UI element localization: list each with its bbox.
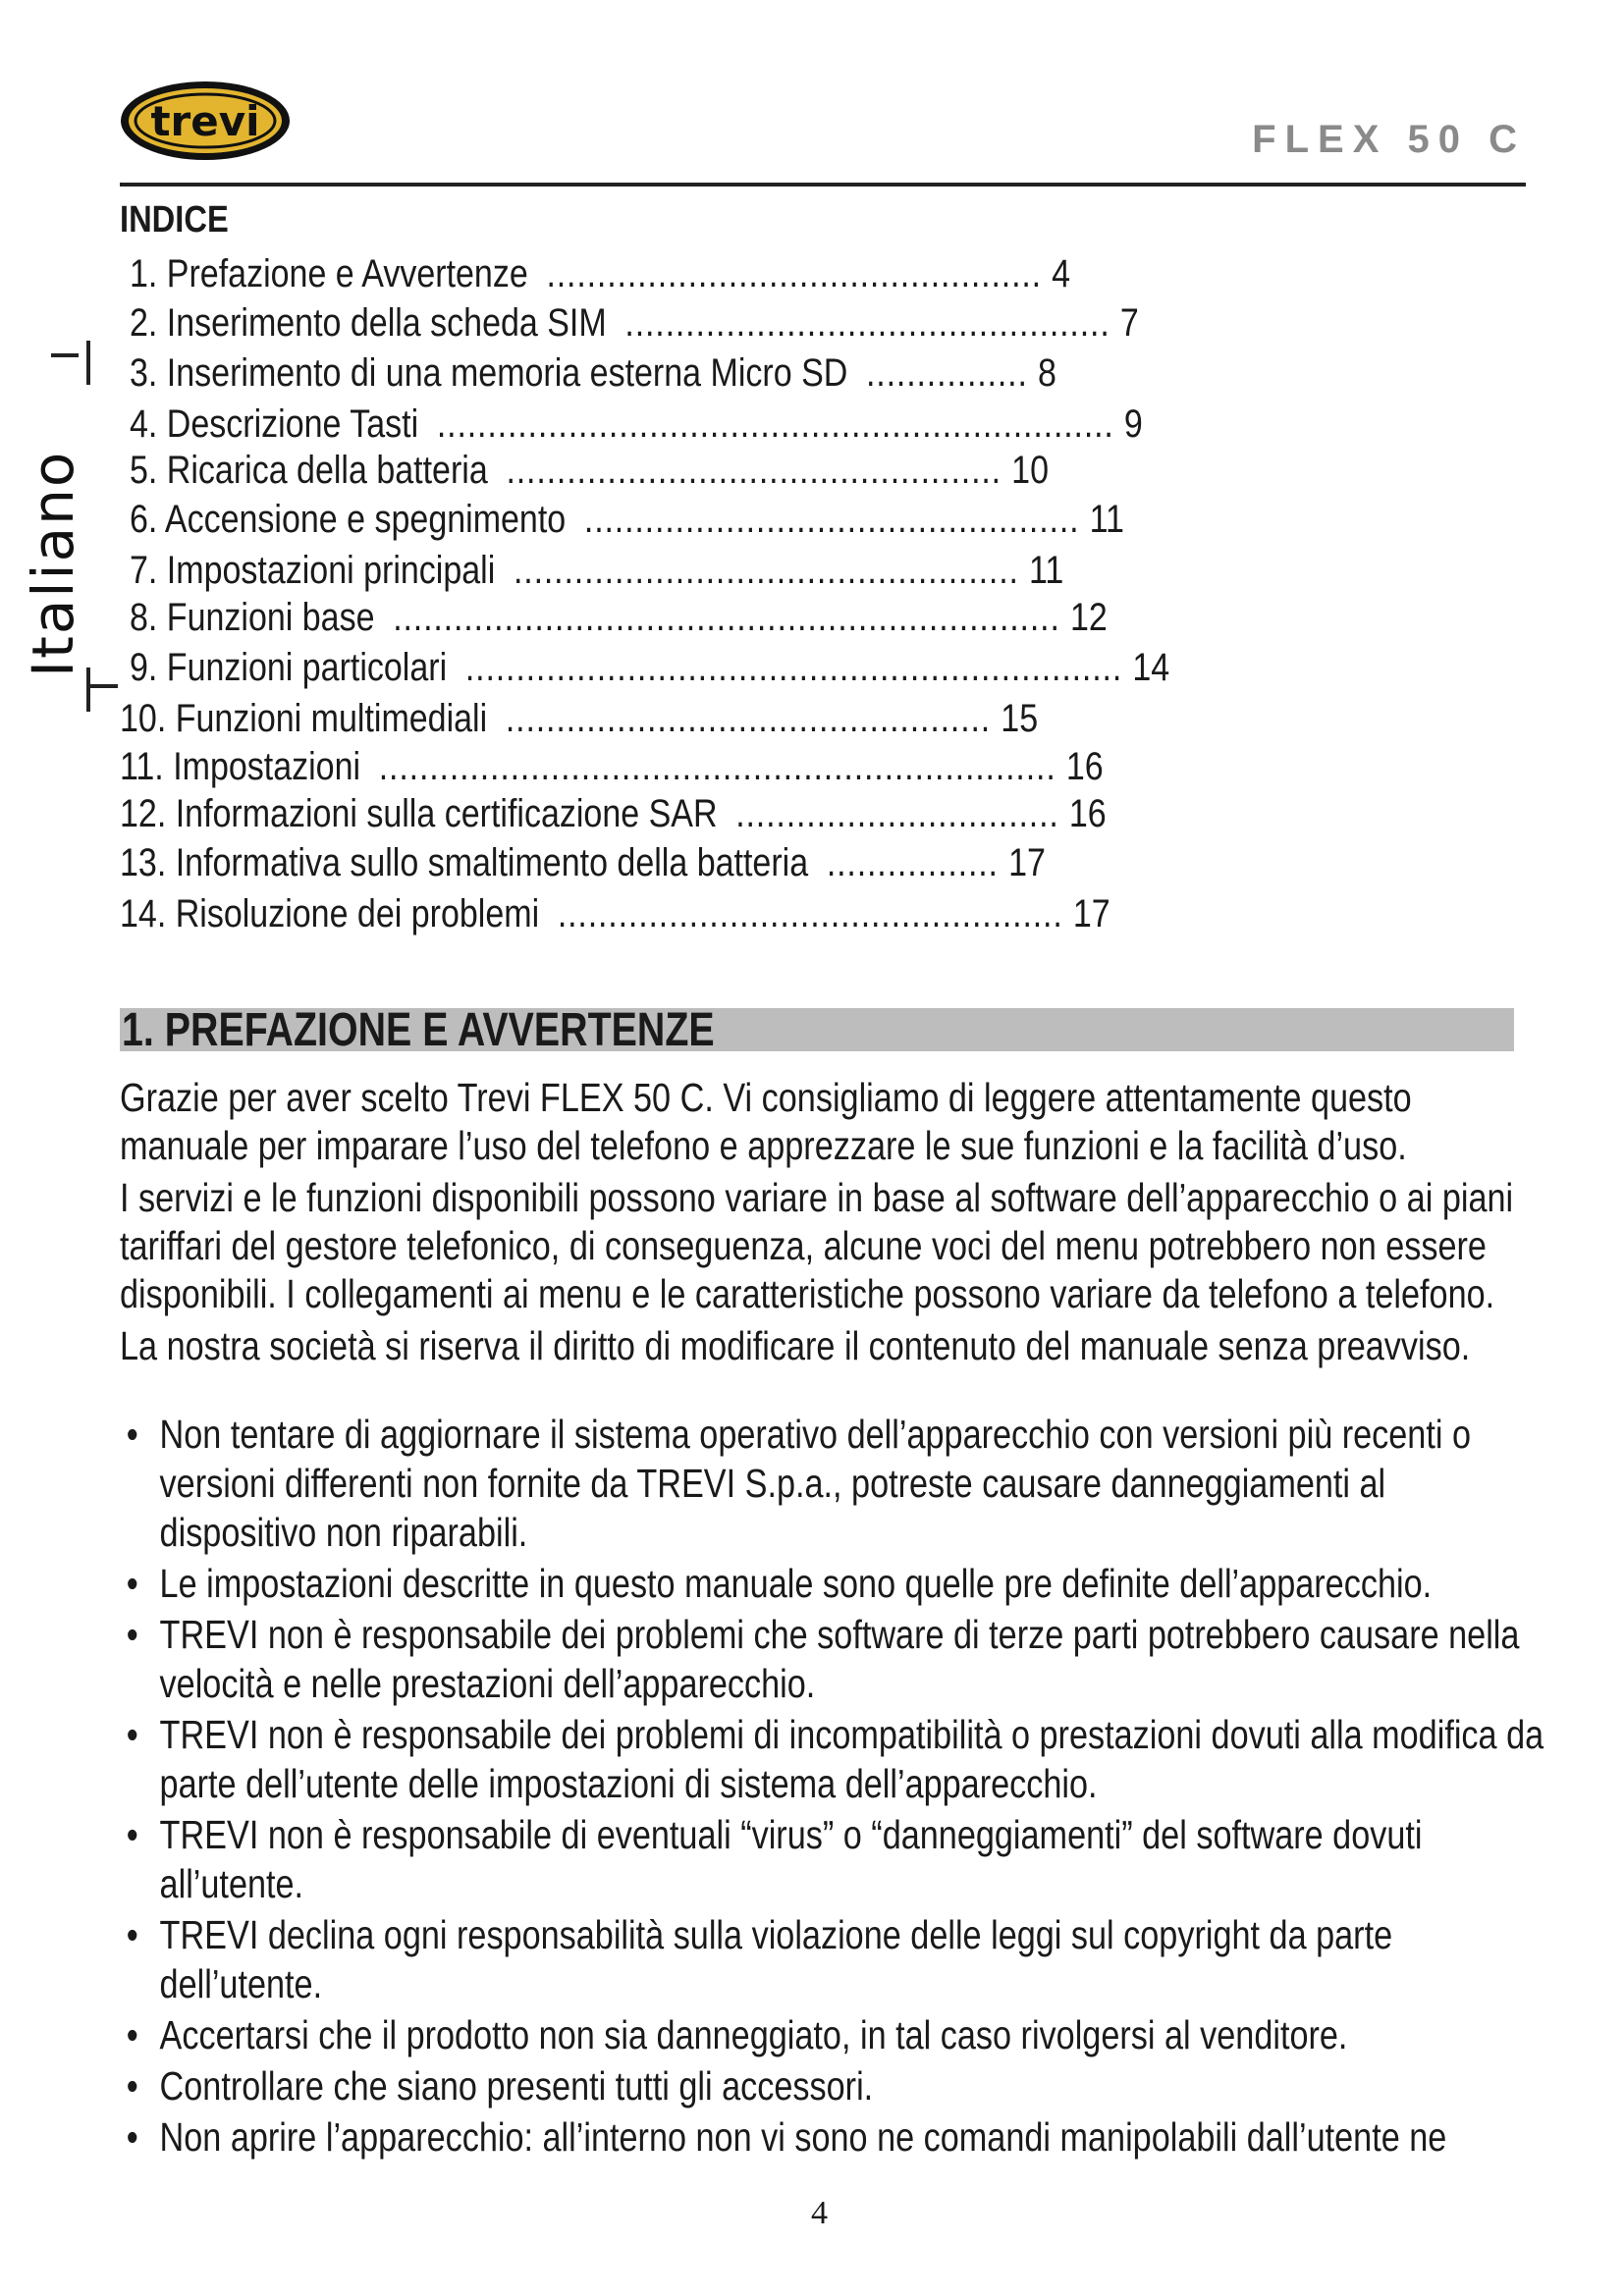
toc-entry-label: 10. Funzioni multimediali bbox=[120, 697, 488, 740]
toc-leader-dots: ................................................................... bbox=[378, 745, 1056, 788]
toc-entry-label: 8. Funzioni base bbox=[130, 596, 375, 639]
toc-entry bbox=[120, 789, 1107, 838]
toc-entry bbox=[130, 593, 1108, 642]
toc-entry-page: 9 bbox=[1123, 402, 1143, 446]
list-item bbox=[120, 1710, 1546, 1808]
toc-entry bbox=[130, 446, 1049, 495]
toc-entry bbox=[120, 694, 1038, 743]
toc-entry bbox=[120, 742, 1104, 791]
list-item bbox=[120, 2112, 1546, 2162]
toc-entry-page: 10 bbox=[1011, 449, 1049, 492]
bullet-icon: • bbox=[126, 1912, 138, 1957]
toc-leader-dots: ................. bbox=[826, 841, 999, 884]
toc-entry-page: 12 bbox=[1069, 596, 1108, 639]
list-item-text: Le impostazioni descritte in questo manuale sono quelle pre definite dell’apparecchio. bbox=[159, 1561, 1433, 1606]
svg-text:trevi: trevi bbox=[150, 97, 260, 145]
toc-leader-dots: ................ bbox=[866, 351, 1028, 395]
model-name: FLEX 50 C bbox=[1252, 118, 1526, 161]
header-rule bbox=[120, 183, 1526, 187]
toc-leader-dots: .................................................. bbox=[514, 549, 1019, 592]
toc-leader-dots: ................................................................. bbox=[464, 646, 1123, 689]
toc-entry-label: 9. Funzioni particolari bbox=[130, 646, 448, 689]
toc-entry-label: 7. Impostazioni principali bbox=[130, 549, 496, 592]
toc-entry-page: 7 bbox=[1119, 301, 1139, 345]
list-item bbox=[120, 1559, 1546, 1608]
side-language-label: Italiano bbox=[20, 450, 86, 677]
list-item-text: Controllare che siano presenti tutti gli accessori. bbox=[159, 2063, 874, 2109]
list-item-text: Non tentare di aggiornare il sistema operativo dell’apparecchio con versioni più recenti o versioni differenti non fornite da TREVI S.p.a., potreste causare danneggiamenti al dispositivo non riparabili. bbox=[159, 1412, 1471, 1555]
index-title: INDICE bbox=[120, 199, 229, 240]
toc-entry bbox=[130, 400, 1143, 449]
bullet-icon: • bbox=[126, 1712, 138, 1757]
toc-leader-dots: ................................................ bbox=[505, 697, 992, 740]
list-item bbox=[120, 2010, 1546, 2059]
toc-entry bbox=[130, 298, 1139, 347]
bullet-icon: • bbox=[126, 2063, 138, 2109]
toc-entry-label: 14. Risoluzione dei problemi bbox=[120, 892, 540, 935]
toc-leader-dots: ................................................. bbox=[506, 449, 1001, 492]
list-item bbox=[120, 2061, 1546, 2110]
section-title: 1. PREFAZIONE E AVVERTENZE bbox=[122, 1004, 715, 1056]
toc-entry-label: 11. Impostazioni bbox=[120, 745, 361, 788]
bullet-icon: • bbox=[126, 1812, 138, 1857]
list-item bbox=[120, 1810, 1546, 1908]
toc-entry bbox=[120, 838, 1046, 887]
toc-entry-page: 11 bbox=[1029, 549, 1064, 592]
list-item bbox=[120, 1910, 1546, 2008]
toc-leader-dots: ................................................ bbox=[624, 301, 1110, 345]
list-item-text: Non aprire l’apparecchio: all’interno non vi sono ne comandi manipolabili dall’utente ne bbox=[159, 2114, 1447, 2160]
bullet-icon: • bbox=[126, 2012, 138, 2057]
toc-entry-label: 6. Accensione e spegnimento bbox=[130, 498, 567, 541]
bullet-icon: • bbox=[126, 2114, 138, 2160]
paragraph: La nostra società si riserva il diritto di modificare il contenuto del manuale senza preavviso. bbox=[120, 1323, 1471, 1368]
list-item-text: TREVI non è responsabile dei problemi che software di terze parti potrebbero causare nella velocità e nelle prestazioni dell’apparecchio. bbox=[159, 1612, 1520, 1706]
intro-paragraphs bbox=[120, 1074, 1531, 1370]
warnings-list bbox=[120, 1410, 1546, 2163]
list-item-text: TREVI declina ogni responsabilità sulla violazione delle leggi sul copyright da parte dell’utente. bbox=[159, 1912, 1393, 2006]
toc-leader-dots: ................................................................... bbox=[436, 402, 1114, 446]
toc-entry-label: 13. Informativa sullo smaltimento della batteria bbox=[120, 841, 809, 884]
bullet-icon: • bbox=[126, 1561, 138, 1606]
toc-entry-label: 12. Informazioni sulla certificazione SAR bbox=[120, 792, 718, 835]
toc-entry-label: 4. Descrizione Tasti bbox=[130, 402, 419, 446]
toc-entry-label: 1. Prefazione e Avvertenze bbox=[130, 252, 528, 295]
toc-entry bbox=[130, 495, 1124, 544]
toc-leader-dots: ................................................. bbox=[583, 498, 1080, 541]
bullet-icon: • bbox=[126, 1412, 138, 1457]
toc-entry bbox=[130, 249, 1070, 298]
toc-entry-page: 17 bbox=[1008, 841, 1046, 884]
toc-entry-label: 5. Ricarica della batteria bbox=[130, 449, 488, 492]
toc-entry bbox=[130, 643, 1169, 692]
page-number: 4 bbox=[811, 2195, 828, 2231]
toc-entry bbox=[120, 889, 1110, 938]
list-item bbox=[120, 1610, 1546, 1708]
toc-entry bbox=[130, 348, 1056, 398]
list-item-text: Accertarsi che il prodotto non sia danneggiato, in tal caso rivolgersi al venditore. bbox=[159, 2012, 1348, 2057]
toc-entry-page: 11 bbox=[1089, 498, 1124, 541]
toc-entry bbox=[130, 546, 1063, 595]
list-item-text: TREVI non è responsabile di eventuali “virus” o “danneggiamenti” del software dovuti all’utente. bbox=[159, 1812, 1423, 1906]
bullet-icon: • bbox=[126, 1612, 138, 1657]
toc-entry-page: 4 bbox=[1052, 252, 1071, 295]
toc-entry-page: 14 bbox=[1132, 646, 1170, 689]
paragraph: I servizi e le funzioni disponibili possono variare in base al software dell’apparecchio o ai piani tariffari del gestore telefonico, di conseguenza, alcune voci del menu potrebbero non essere disponibili. I collegamenti ai menu e le caratteristiche possono variare da telefono a telefono. bbox=[120, 1175, 1514, 1316]
toc-entry-page: 16 bbox=[1065, 745, 1104, 788]
toc-leader-dots: .................................................. bbox=[557, 892, 1063, 935]
list-item bbox=[120, 1410, 1546, 1557]
toc-entry-page: 16 bbox=[1068, 792, 1107, 835]
paragraph: Grazie per aver scelto Trevi FLEX 50 C. Vi consigliamo di leggere attentamente questo manuale per imparare l’uso del telefono e apprezzare le sue funzioni e la facilità d’uso. bbox=[120, 1075, 1412, 1168]
toc-entry-page: 17 bbox=[1072, 892, 1110, 935]
toc-entry-page: 8 bbox=[1037, 351, 1056, 395]
toc-leader-dots: .................................................................. bbox=[393, 596, 1060, 639]
toc-leader-dots: ................................................. bbox=[546, 252, 1042, 295]
list-item-text: TREVI non è responsabile dei problemi di incompatibilità o prestazioni dovuti alla modifica da parte dell’utente delle impostazioni di sistema dell’apparecchio. bbox=[159, 1712, 1544, 1806]
toc-entry-page: 15 bbox=[1001, 697, 1039, 740]
toc-entry-label: 2. Inserimento della scheda SIM bbox=[130, 301, 607, 345]
toc-entry-label: 3. Inserimento di una memoria esterna Micro SD bbox=[130, 351, 848, 395]
trevi-logo bbox=[118, 79, 293, 163]
toc-leader-dots: ................................ bbox=[735, 792, 1059, 835]
